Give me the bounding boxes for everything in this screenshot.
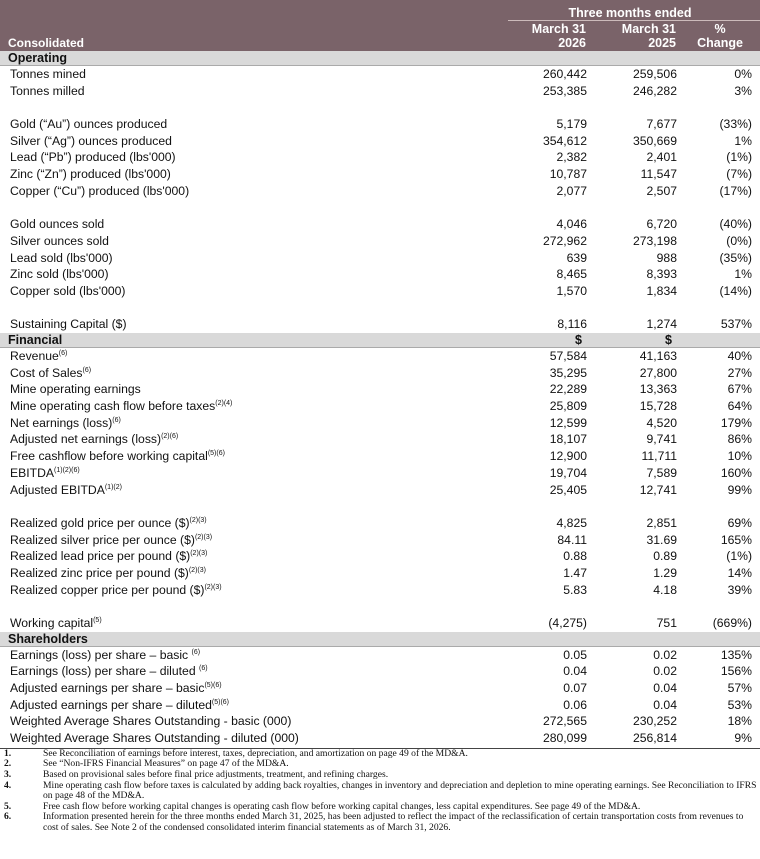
value-2026: 2,382 [556,150,587,165]
footnote-ref: (6) [112,416,121,424]
percent-change: 179% [720,415,752,430]
table-row [0,582,760,599]
footnote-number: 5. [4,800,12,812]
value-2026: 253,385 [542,83,587,98]
row-label [0,680,500,697]
percent-change: 64% [727,399,752,414]
percent-change: 1% [734,133,752,148]
row-label [0,149,500,166]
row-label [0,266,500,283]
row-label-text: Gold ounces sold [10,217,105,232]
value-2026: 0.07 [563,681,587,696]
value-2025: 2,401 [646,150,677,165]
footnote-ref: (2)(3) [194,533,213,541]
value-2025: 41,163 [639,349,677,363]
table-row [0,615,760,632]
value-2026: (4,275) [548,616,587,630]
row-label-text: Tonnes milled [10,83,85,98]
value-2025: 751 [656,616,677,630]
row-spacer [0,300,760,317]
percent-change: 9% [734,731,752,746]
row-label [0,431,500,448]
row-label [0,515,500,532]
table-row [0,515,760,532]
value-2025: 4,520 [646,415,677,430]
section-title: Operating [8,51,68,65]
percent-change: 67% [727,382,752,397]
row-label-text: Copper (“Cu”) produced (lbs'000) [10,183,190,198]
value-2026: 12,599 [549,415,587,430]
table-row [0,532,760,549]
row-spacer [0,200,760,217]
footnote-ref: (6) [191,648,201,656]
col-2025-header [590,21,680,51]
percent-change: (1%) [726,150,752,165]
footnote-ref: (6) [58,349,68,357]
percent-change: (33%) [719,117,752,132]
value-2025: 11,711 [641,449,677,464]
currency-2026: $ [575,333,582,347]
percent-change: 69% [727,515,752,530]
footnote-number: 3. [4,769,12,780]
value-2026: 0.05 [563,647,587,662]
row-label-text: Lead (“Pb”) produced (lbs'000) [10,150,176,165]
row-label-text: Silver (“Ag”) ounces produced [10,133,172,148]
row-label [0,116,500,133]
percent-change: (40%) [719,217,752,232]
value-2026: 1.47 [563,565,587,580]
table-row [0,266,760,283]
section-operating [0,51,760,66]
table-row [0,133,760,150]
row-spacer [0,498,760,515]
percent-change: 3% [734,83,752,98]
row-label [0,647,500,664]
value-2025: 8,393 [646,267,677,282]
percent-change: 0% [734,67,752,81]
percent-change: (17%) [719,183,752,198]
row-label [0,415,500,432]
value-2026: 35,295 [549,365,587,380]
table-row [0,283,760,300]
row-label-text: Copper sold (lbs'000) [10,283,126,298]
financial-rows [0,348,760,632]
value-2026: 10,787 [549,167,587,182]
value-2025: 31.69 [646,532,677,547]
percent-change: 27% [727,365,752,380]
value-2025: 15,728 [639,399,677,414]
col-2026-year: 2026 [558,36,586,50]
value-2026: 25,405 [549,482,587,497]
row-label [0,565,500,582]
row-label-text: Adjusted earnings per share – diluted [10,697,212,712]
percent-change: 156% [720,664,752,679]
value-2026: 354,612 [542,133,587,148]
row-label [0,133,500,150]
row-label [0,183,500,200]
table-row [0,216,760,233]
row-spacer [0,99,760,116]
percent-change: 10% [727,449,752,464]
table-row [0,116,760,133]
row-label-text: Weighted Average Shares Outstanding - basic (000) [10,714,292,729]
value-2025: 12,741 [639,482,677,497]
table-row [0,66,760,83]
value-2026: 8,465 [556,267,587,282]
value-2026: 25,809 [549,399,587,414]
value-2025: 11,547 [640,167,677,182]
table-row [0,365,760,382]
table-row [0,713,760,730]
value-2026: 5,179 [556,117,587,132]
footnote-ref: (1)(2) [104,483,122,491]
value-2025: 259,506 [632,67,677,81]
row-label-text: Realized lead price per pound ($) [10,549,191,564]
value-2026: 639 [566,250,587,265]
row-label [0,166,500,183]
value-2025: 13,363 [639,382,677,397]
value-2025: 2,507 [646,183,677,198]
value-2026: 22,289 [549,382,587,397]
footnote-text: Based on provisional sales before final price adjustments, treatment, and refining charges. [43,769,389,780]
table-row [0,149,760,166]
row-label [0,663,500,680]
value-2025: 1,834 [646,283,677,298]
footnote-ref: (2)(6) [161,433,179,441]
value-2026: 18,107 [549,432,587,447]
row-label [0,697,500,714]
row-label-text: Net earnings (loss) [10,415,113,430]
section-shareholders [0,632,760,647]
table-row [0,548,760,565]
row-label-text: Realized copper price per pound ($) [10,582,205,597]
percent-change: 57% [727,681,752,696]
value-2026: 84.11 [557,532,587,547]
consolidated-label: Consolidated [8,36,85,50]
value-2026: 0.04 [563,664,587,679]
table-row [0,398,760,415]
percent-change: (7%) [726,167,752,182]
table-row [0,465,760,482]
footnotes [0,748,760,834]
value-2025: 350,669 [632,133,677,148]
value-2026: 0.06 [563,697,587,712]
row-label-text: Silver ounces sold [10,233,109,248]
table-row [0,83,760,100]
footnote-number: 2. [4,758,12,770]
value-2026: 272,962 [542,233,587,248]
footnote-ref: (2)(4) [215,400,233,407]
value-2025: 2,851 [646,515,677,530]
section-title: Shareholders [8,631,88,646]
footnote-ref: (5)(6) [207,450,225,458]
row-label [0,398,500,415]
row-label [0,582,500,599]
percent-change: 1% [734,267,752,282]
col-2026-date: March 31 [531,22,586,36]
row-label-text: Revenue [10,349,59,363]
row-label-text: Tonnes mined [10,67,86,81]
value-2026: 4,046 [556,217,587,232]
percent-change: 18% [727,714,752,729]
value-2025: 273,198 [632,233,677,248]
row-label-text: Gold (“Au”) ounces produced [10,117,168,132]
table-row [0,250,760,267]
value-2025: 9,741 [646,432,677,447]
footnote-number: 1. [4,747,12,759]
value-2026: 272,565 [542,714,587,729]
table-row [0,166,760,183]
row-label [0,365,500,382]
value-2025: 1,274 [646,317,677,332]
row-label [0,283,500,300]
value-2025: 4.18 [653,582,677,597]
value-2026: 0.88 [563,549,587,564]
value-2026: 8,116 [557,317,587,332]
table-row [0,680,760,697]
table-row [0,663,760,680]
value-2025: 1.29 [653,565,677,580]
row-label [0,465,500,482]
row-label-text: Earnings (loss) per share – diluted [10,664,200,679]
table-row [0,316,760,333]
row-label [0,548,500,565]
value-2026: 2,077 [556,183,587,198]
footnote-ref: (6) [82,366,92,374]
footnote-ref: (5)(6) [204,682,222,689]
value-2025: 246,282 [632,83,677,98]
col-2025-year: 2025 [648,36,676,50]
percent-change: 537% [720,317,752,332]
table-row [0,431,760,448]
percent-change: 135% [720,647,752,662]
row-label [0,730,500,747]
percent-change: (14%) [719,283,752,298]
row-label-text: Zinc sold (lbs'000) [10,267,109,282]
footnote-text: See Reconciliation of earnings before interest, taxes, depreciation, and amortization on page 49 of the MD&A. [43,747,468,759]
col-2026-header [500,21,590,51]
row-label-text: Cost of Sales [10,365,83,380]
row-label-text: Lead sold (lbs'000) [10,250,113,265]
percent-change: 165% [720,532,752,547]
row-label [0,250,500,267]
footnote-ref: (5) [93,616,102,624]
footnote-ref: (1)(2)(6) [54,466,80,474]
shareholders-rows [0,647,760,747]
row-spacer [0,598,760,615]
percent-change: (35%) [719,250,752,265]
row-label-text: Adjusted net earnings (loss) [10,432,162,447]
percent-change: (669%) [712,616,752,630]
value-2025: 6,720 [646,217,677,232]
row-label-text: Realized gold price per ounce ($) [10,515,190,530]
value-2025: 0.04 [653,681,677,696]
footnote-ref: (2)(3) [188,566,206,574]
percent-change: 39% [727,582,752,597]
value-2025: 0.02 [653,647,677,662]
percent-change: 14% [727,565,752,580]
value-2026: 19,704 [549,465,587,480]
row-label-text: Working capital [10,616,94,630]
footnote-text: Mine operating cash flow before taxes is calculated by adding back royalties, changes in inventory and depreciation and depletion to mine operating earnings. See Reconciliation to IFRS on page 48 of the MD&A. [43,779,757,802]
row-label [0,615,500,632]
row-label [0,381,500,398]
value-2026: 1,570 [556,283,587,298]
section-financial [0,333,760,348]
table-row [0,448,760,465]
col-2025-date: March 31 [621,22,676,36]
value-2025: 7,589 [646,465,677,480]
row-label-text: Weighted Average Shares Outstanding - diluted (000) [10,731,299,746]
footnote-item [0,770,760,781]
value-2026: 280,099 [542,731,587,746]
percent-change: 99% [727,482,752,497]
value-2025: 0.02 [653,664,677,679]
value-2026: 12,900 [549,449,587,464]
row-label-text: Earnings (loss) per share – basic [10,647,192,662]
footnote-number: 4. [4,779,12,791]
row-label [0,83,500,100]
value-2025: 0.04 [653,697,677,712]
row-label [0,233,500,250]
row-label [0,713,500,730]
row-label [0,532,500,549]
percent-change: 86% [727,432,752,447]
percent-change: (1%) [726,549,752,564]
row-label-text: EBITDA [10,465,55,480]
footnote-ref: (2)(3) [189,516,207,524]
value-2026: 260,442 [542,67,587,81]
value-2025: 256,814 [632,731,677,746]
row-label-text: Adjusted earnings per share – basic [10,681,205,696]
table-row [0,415,760,432]
footnote-text: Information presented herein for the three months ended March 31, 2025, has been adjusted to reflect the impact of the reclassification of certain transportation costs from revenues to cost of sales. See Note 2 of the condensed consolidated interim financial statements as of March 31, 2026. [43,811,744,833]
table-row [0,381,760,398]
percent-change: 160% [720,465,752,480]
row-label-text: Sustaining Capital ($) [10,317,127,332]
row-label [0,316,500,333]
footnote-ref: (5)(6) [211,698,230,706]
table-row [0,565,760,582]
percent-change: 40% [727,349,752,363]
value-2026: 5.83 [563,582,587,597]
table-row [0,348,760,365]
row-label-text: Mine operating cash flow before taxes [10,399,216,414]
row-label-text: Realized zinc price per pound ($) [10,565,189,580]
footnote-ref: (6) [199,665,208,673]
value-2025: 7,677 [646,117,677,132]
table-header [0,0,760,51]
col-change-header [680,21,760,51]
row-label [0,482,500,499]
value-2025: 0.89 [653,549,677,564]
row-label [0,216,500,233]
table-row [0,482,760,499]
footnote-ref: (2)(3) [190,550,208,558]
row-label [0,348,500,365]
section-title: Financial [8,333,63,347]
table-row [0,697,760,714]
operating-rows [0,66,760,333]
footnote-number: 6. [4,811,12,823]
row-label-text: Mine operating earnings [10,382,141,397]
value-2025: 27,800 [639,365,677,380]
value-2025: 988 [656,250,677,265]
row-label-text: Free cashflow before working capital [10,449,208,464]
row-label [0,66,500,83]
footnote-item [0,812,760,833]
percent-change: 53% [727,697,752,712]
period-heading: Three months ended [568,6,692,20]
col-change-symbol: % [714,22,726,36]
row-label [0,448,500,465]
value-2026: 4,825 [556,515,587,530]
footnote-ref: (2)(3) [204,583,222,591]
footnote-item [0,781,760,802]
row-label-text: Adjusted EBITDA [10,482,105,497]
table-row [0,730,760,747]
value-2025: 230,252 [632,714,677,729]
footnote-text: Free cash flow before working capital changes is operating cash flow before working capital changes, less capital expenditures. See page 49 of the MD&A. [43,800,641,812]
col-change-label: Change [697,36,743,50]
table-row [0,183,760,200]
table-row [0,233,760,250]
row-label-text: Zinc (“Zn”) produced (lbs'000) [10,167,171,182]
value-2026: 57,584 [549,349,587,363]
table-row [0,647,760,664]
row-label-text: Realized silver price per ounce ($) [10,532,195,547]
currency-2025: $ [665,333,672,347]
footnote-text: See “Non-IFRS Financial Measures” on page 47 of the MD&A. [43,758,289,770]
percent-change: (0%) [726,233,752,248]
